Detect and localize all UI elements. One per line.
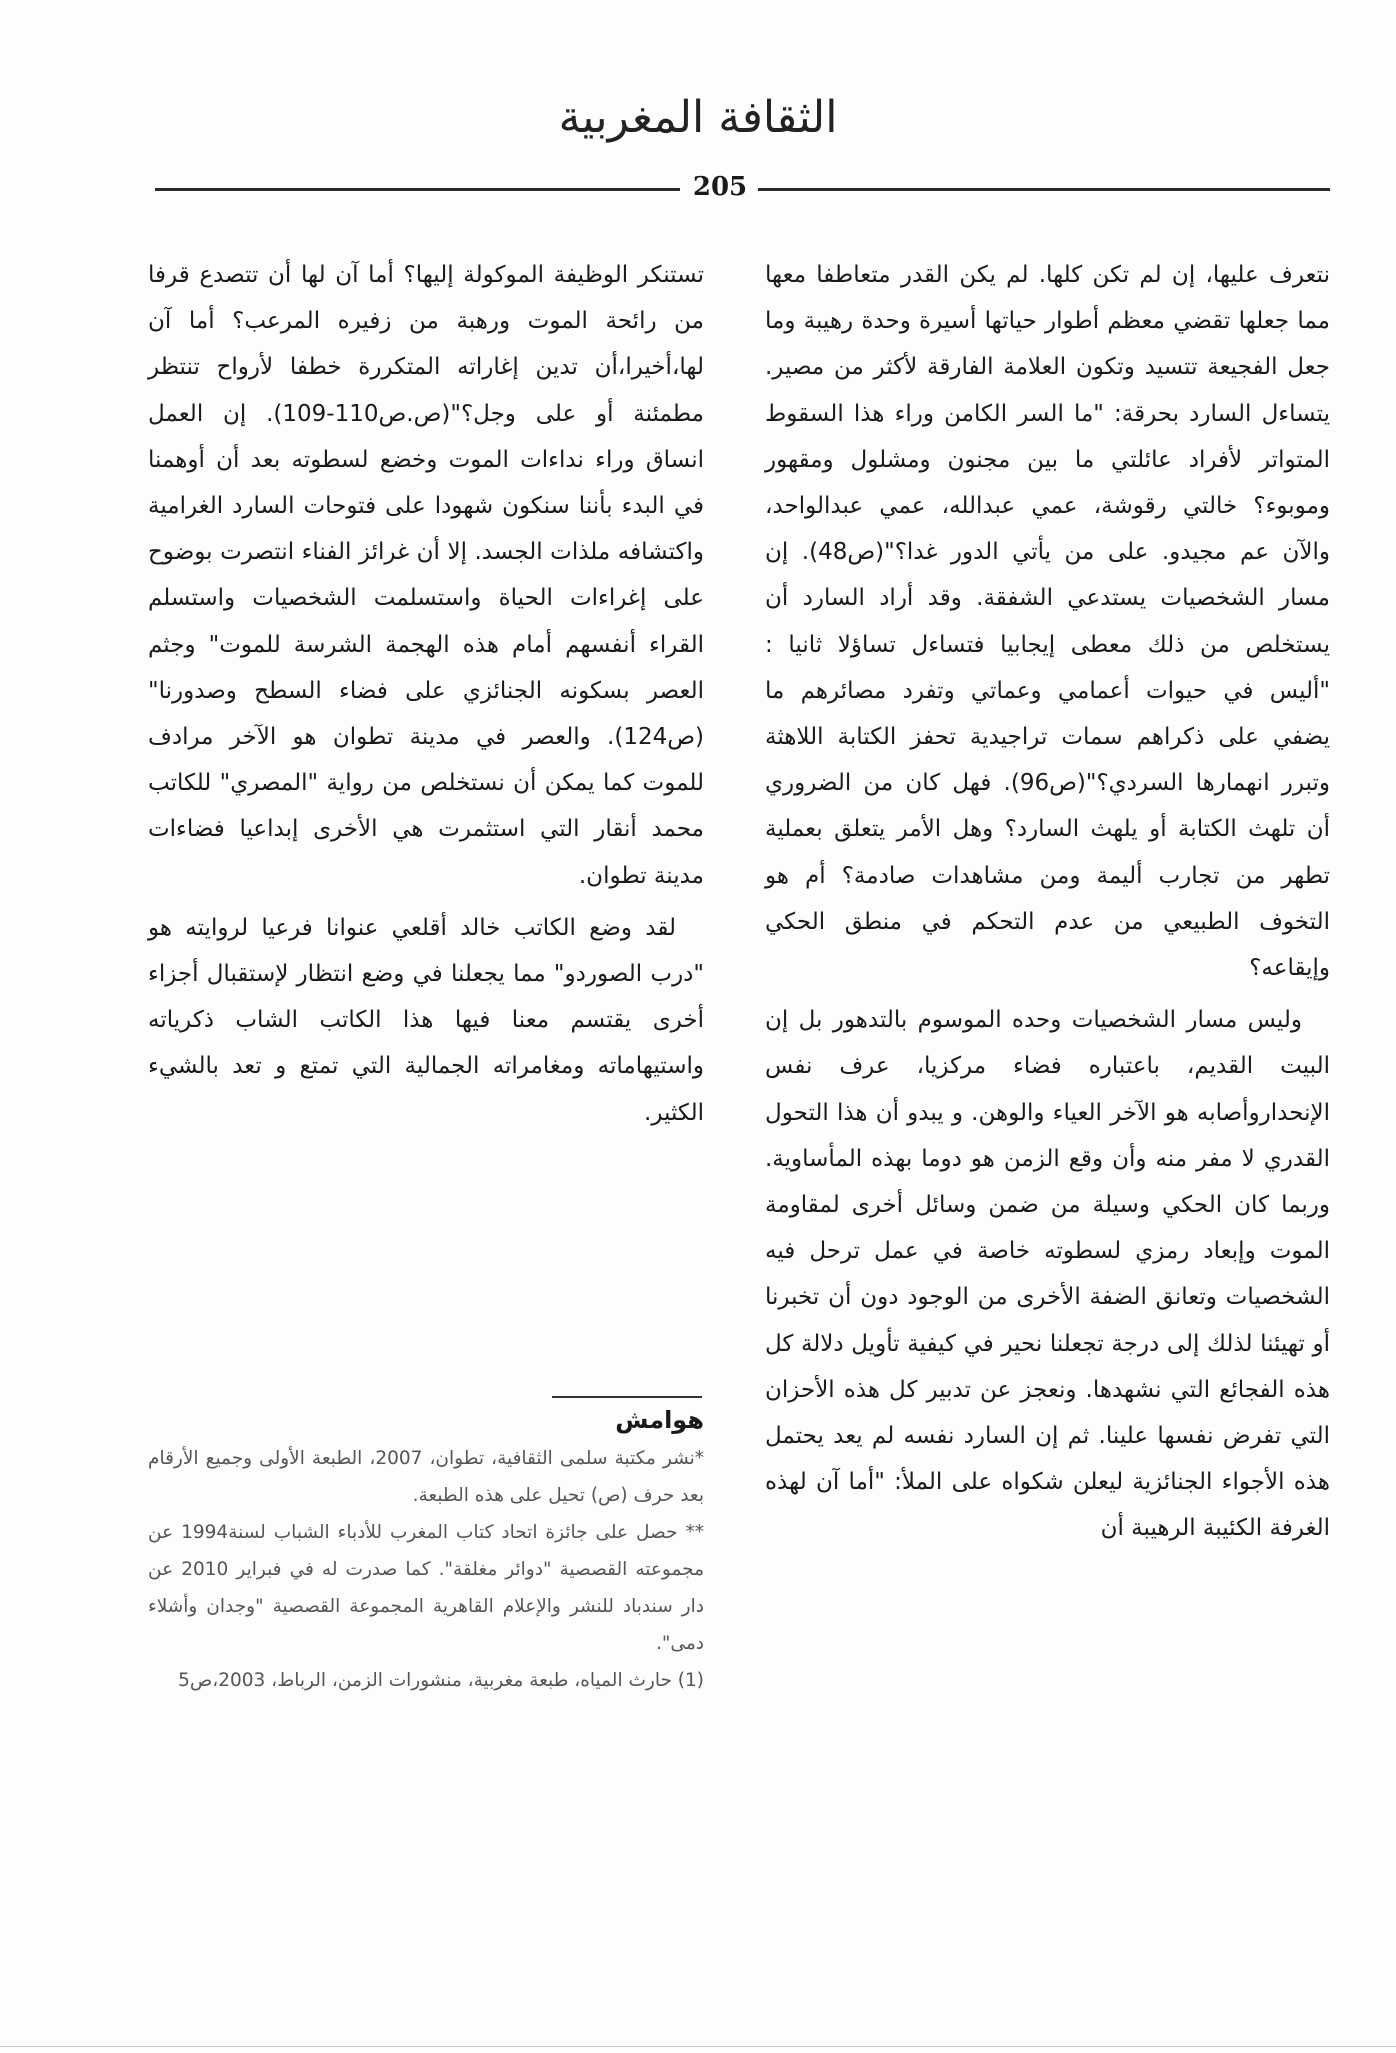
journal-title: الثقافة المغربية <box>558 92 838 143</box>
paragraph: نتعرف عليها، إن لم تكن كلها. لم يكن القدر متعاطفا معها مما جعلها تقضي معظم أطوار حياتها أسيرة وحدة رهيبة وما جعل الفجيعة تتسيد وتكون العلامة الفارقة لأكثر من مصير. يتساءل السارد بحرقة: "ما السر الكامن وراء هذا السقوط المتواتر لأفراد عائلتي ما بين مجنون ومشلول ومقهور وموبوء؟ خالتي رقوشة، عمي عبدالله، عمي عبدالواحد، والآن عم مجيدو. على من يأتي الدور غدا؟"(ص48). إن مسار الشخصيات يستدعي الشفقة. وقد أراد السارد أن يستخلص من ذلك معطى إيجابيا فتساءل تساؤلا ثانيا : "أليس في حيوات أعمامي وعماتي وتفرد مصائرهم ما يضفي على ذكراهم سمات تراجيدية تحفز الكتابة اللاهثة وتبرر انهمارها السردي؟"(ص96). فهل كان من الضروري أن تلهث الكتابة أو يلهث السارد؟ وهل الأمر يتعلق بعملية تطهر من تجارب أليمة ومن مشاهدات صادمة؟ أم هو التخوف الطبيعي من عدم التحكم في منطق الحكي وإيقاعه؟ <box>765 262 1330 982</box>
footnotes-divider <box>552 1396 702 1398</box>
page-number: 205 <box>692 172 748 202</box>
footnotes <box>148 1406 704 1699</box>
header-rule-left <box>155 188 680 191</box>
left-column <box>148 252 704 1142</box>
footnote: ** حصل على جائزة اتحاد كتاب المغرب للأدباء الشباب لسنة1994 عن مجموعته القصصية "دوائر مغلقة". كما صدرت له في فبراير 2010 عن دار سندباد للنشر والإعلام القاهرية المجموعة القصصية "وجدان وأشلاء دمى". <box>148 1522 704 1654</box>
right-column <box>765 252 1330 1558</box>
footnote: (1) حارث المياه، طبعة مغربية، منشورات الزمن، الرباط، 2003،ص5 <box>178 1670 704 1691</box>
paragraph: وليس مسار الشخصيات وحده الموسوم بالتدهور بل إن البيت القديم، باعتباره فضاء مركزيا، عرف نفس الإنحداروأصابه هو الآخر العياء والوهن. و يبدو أن هذا التحول القدري لا مفر منه وأن وقع الزمن هو دوما بهذه المأساوية. وربما كان الحكي وسيلة من ضمن وسائل أخرى لمقاومة الموت وإبعاد رمزي لسطوته خاصة في عمل ترحل فيه الشخصيات وتعانق الضفة الأخرى من الوجود دون أن تخبرنا أو تهيئنا لذلك إلى درجة تجعلنا نحير في كيفية تأويل دلالة كل هذه الفجائع التي نشهدها. ونعجز عن تدبير كل هذه الأحزان التي تفرض نفسها علينا. ثم إن السارد نفسه لم يعد يحتمل هذه الأجواء الجنائزية ليعلن شكواه على الملأ: "أما آن لهذه الغرفة الكئيبة الرهيبة أن <box>765 1007 1330 1542</box>
header-rule-right <box>758 188 1330 191</box>
footnotes-title: هوامش <box>615 1406 704 1434</box>
paragraph: تستنكر الوظيفة الموكولة إليها؟ أما آن لها أن تتصدع قرفا من رائحة الموت ورهبة من زفيره المرعب؟ أما آن لها،أخيرا،أن تدين إغاراته المتكررة خطفا لأرواح تنتظر مطمئنة أو على وجل؟"(ص.ص110-109). إن العمل انساق وراء نداءات الموت وخضع لسطوته بعد أن أوهمنا في البدء بأننا سنكون شهودا على فتوحات السارد الغرامية واكتشافه ملذات الجسد. إلا أن غرائز الفناء انتصرت بوضوح على إغراءات الحياة واستسلمت الشخصيات واستسلم القراء أنفسهم أمام هذه الهجمة الشرسة للموت" وجثم العصر بسكونه الجنائزي على فضاء السطح وصدورنا"(ص124). والعصر في مدينة تطوان هو الآخر مرادف للموت كما يمكن أن نستخلص من رواية "المصري" للكاتب محمد أنقار التي استثمرت هي الأخرى إبداعيا فضاءات مدينة تطوان. <box>148 262 704 889</box>
footnote: *نشر مكتبة سلمى الثقافية، تطوان، 2007، الطبعة الأولى وجميع الأرقام بعد حرف (ص) تحيل على هذه الطبعة. <box>148 1448 704 1506</box>
page-bottom-edge <box>0 2046 1396 2047</box>
paragraph: لقد وضع الكاتب خالد أقلعي عنوانا فرعيا لروايته هو "درب الصوردو" مما يجعلنا في وضع انتظار لإستقبال أجزاء أخرى يقتسم معنا فيها هذا الكاتب الشاب ذكرياته واستيهاماته ومغامراته الجمالية التي تمتع و تعد بالشيء الكثير. <box>148 914 704 1126</box>
